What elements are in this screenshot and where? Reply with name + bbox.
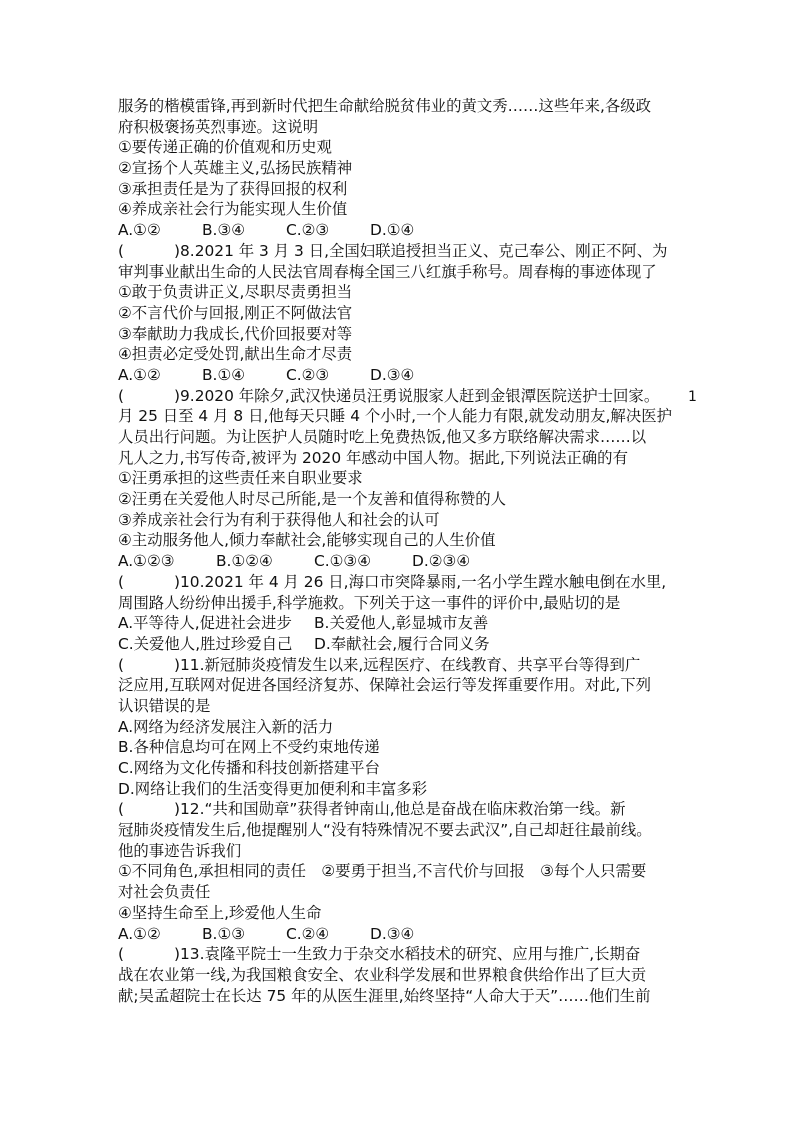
text-line: ①敢于负责讲正义,尽职尽责勇担当 [118,283,353,302]
option-d: D.网络让我们的生活变得更加便利和丰富多彩 [118,779,428,798]
option-c: C.②③ [286,221,330,240]
option-d: D.③④ [370,924,415,943]
answer-bracket-open: ( [118,386,125,405]
option-a: A.网络为经济发展注入新的活力 [118,717,334,736]
q12-options [118,924,678,945]
option-b: B.①③ [202,924,246,943]
answer-bracket-open: ( [118,241,125,260]
question-11-stem: ( )11.新冠肺炎疫情发生以来,远程医疗、在线教育、共享平台等得到广 [118,655,641,674]
text-line: ②宣扬个人英雄主义,弘扬民族精神 [118,159,353,178]
option-d: D.③④ [370,365,415,384]
text-line: ④主动服务他人,倾力奉献社会,能够实现自己的人生价值 [118,531,496,550]
option-b: B.③④ [202,221,246,240]
q9-options [118,551,678,572]
answer-bracket-open: ( [118,800,125,819]
text-line: ③承担责任是为了获得回报的权利 [118,179,348,198]
answer-bracket-open: ( [118,655,125,674]
option-c: C.②④ [286,924,330,943]
option-a: A.①② [118,221,161,240]
option-c: C.网络为文化传播和科技创新搭建平台 [118,759,380,777]
text-line: ④养成亲社会行为能实现人生价值 [118,200,348,219]
q8-options [118,365,678,386]
text-line: ④坚持生命至上,珍爱他人生命 [118,903,322,922]
margin-number: 1 [688,389,697,405]
option-b: B.各种信息均可在网上不受约束地传递 [118,738,380,757]
text-line: 战在农业第一线,为我国粮食安全、农业科学发展和世界粮食供给作出了巨大贡 [118,965,647,984]
question-10-stem: ( )10.2021 年 4 月 26 日,海口市突降暴雨,一名小学生蹚水触电倒在水里, [118,572,667,591]
option-c: C.②③ [286,365,330,384]
option-a: A.平等待人,促进社会进步 [118,614,292,633]
text-line: 凡人之力,书写传奇,被评为 2020 年感动中国人物。据此,下列说法正确的有 [118,448,628,467]
option-d: D.奉献社会,履行合同义务 [314,634,490,653]
option-c: C.关爱他人,胜过珍爱自己 [118,634,293,653]
text-line: 对社会负责任 [118,883,211,902]
text-line: 审判事业献出生命的人民法官周春梅全国三八红旗手称号。周春梅的事迹体现了 [118,262,657,281]
text-line: ③奉献助力我成长,代价回报要对等 [118,324,353,343]
option-a: A.①②③ [118,552,175,571]
q7-options [118,220,678,241]
text-line: 献;吴孟超院士在长达 75 年的从医生涯里,始终坚持“人命大于天”……他们生前 [118,986,651,1005]
option-c: C.①③④ [314,552,372,571]
text-line: 认识错误的是 [118,696,211,715]
text-line: ④担责必定受处罚,献出生命才尽责 [118,345,353,364]
text-line: ③养成亲社会行为有利于获得他人和社会的认可 [118,510,440,529]
question-9-stem: ( )9.2020 年除夕,武汉快递员汪勇说服家人赶到金银潭医院送护士回家。 [118,386,660,405]
q10-options-row-1 [118,613,678,634]
text-line: ②不言代价与回报,刚正不阿做法官 [118,303,353,322]
question-8-stem: ( )8.2021 年 3 月 3 日,全国妇联追授担当正义、克己奉公、刚正不阿、为 [118,241,668,260]
text-line: 府积极褒扬英烈事迹。这说明 [118,117,319,136]
option-b: B.①④ [202,365,246,384]
answer-bracket-open: ( [118,572,125,591]
text-line: 周围路人纷纷伸出援手,科学施救。下列关于这一事件的评价中,最贴切的是 [118,593,621,612]
text-line: 他的事迹告诉我们 [118,841,242,860]
text-line: 服务的楷模雷锋,再到新时代把生命献给脱贫伟业的黄文秀……这些年来,各级政 [118,97,652,115]
text-line: 人员出行问题。为让医护人员随时吃上免费热饭,他又多方联络解决需求……以 [118,428,647,446]
option-d: D.①④ [370,221,415,240]
text-line: 月 25 日至 4 月 8 日,他每天只睡 4 个小时,一个人能力有限,就发动朋友,解决医护 [118,407,672,426]
answer-bracket-open: ( [118,945,125,964]
option-b: B.①②④ [216,552,273,571]
text-line: ①汪勇承担的这些责任来自职业要求 [118,469,363,488]
option-a: A.①② [118,365,161,384]
option-a: A.①② [118,924,161,943]
q10-options-row-2 [118,634,678,655]
question-12-stem: ( )12.“共和国勋章”获得者钟南山,他总是奋战在临床救治第一线。新 [118,800,626,819]
text-line: 泛应用,互联网对促进各国经济复苏、保障社会运行等发挥重要作用。对此,下列 [118,676,652,695]
document-body [118,96,678,1006]
text-line: ②汪勇在关爱他人时尽己所能,是一个友善和值得称赞的人 [118,490,507,509]
option-b: B.关爱他人,彰显城市友善 [314,614,489,633]
text-line: ①要传递正确的价值观和历史观 [118,138,332,157]
text-line: ①不同角色,承担相同的责任 ②要勇于担当,不言代价与回报 ③每个人只需要 [118,862,647,881]
text-line: 冠肺炎疫情发生后,他提醒别人“没有特殊情况不要去武汉”,自己却赶往最前线。 [118,821,652,840]
question-13-stem: ( )13.袁隆平院士一生致力于杂交水稻技术的研究、应用与推广,长期奋 [118,945,641,964]
option-d: D.②③④ [412,552,471,571]
